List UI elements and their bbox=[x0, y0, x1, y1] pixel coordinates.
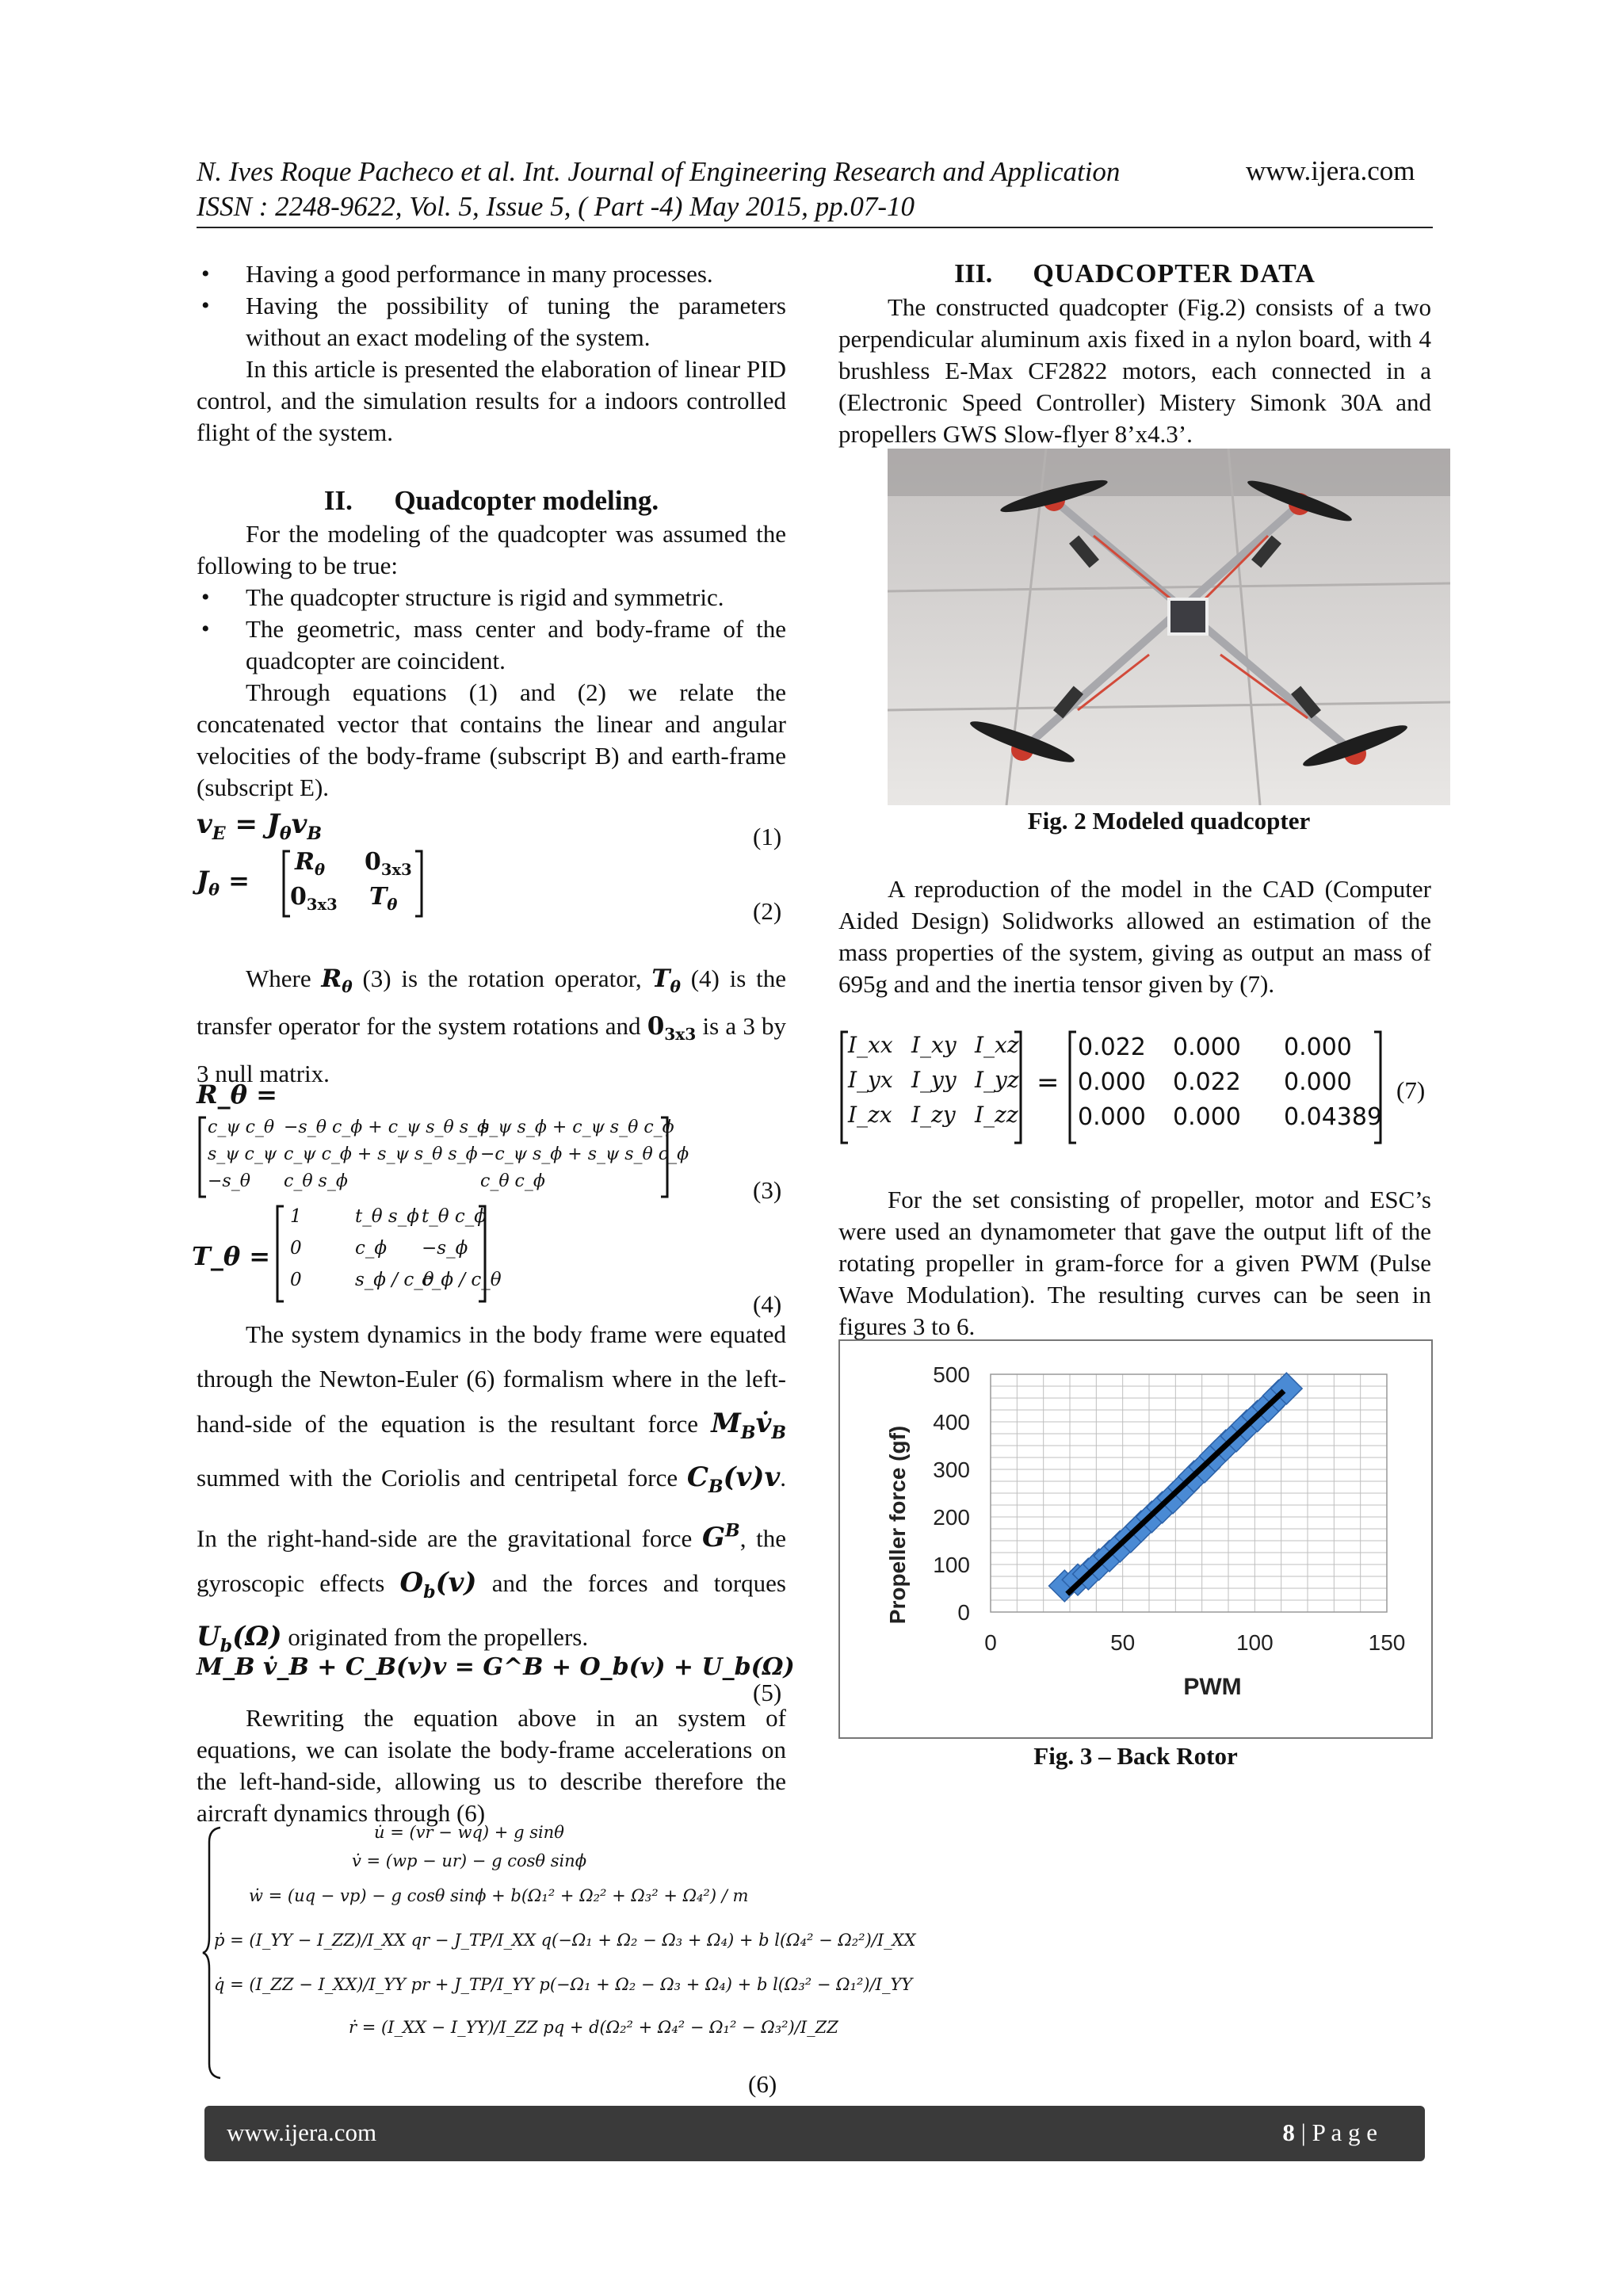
inertia-symbol: I_yx bbox=[848, 1067, 893, 1093]
inertia-value: 0.000 bbox=[1078, 1068, 1146, 1096]
cad-paragraph: A reproduction of the model in the CAD (Computer Aided Design) Solidworks allowed an estimation of the mass properties of the system, giving as output an mass of 695g and and the inertia tensor given by (7). bbox=[838, 875, 1431, 998]
constructed-paragraph: The constructed quadcopter (Fig.2) consists of a two perpendicular aluminum axis fixed in a nylon board, with 4 brushless E-Max CF2822 motors, each connected in a (Electronic Speed Controller) Mistery Simonk 30A and propellers GWS Slow-flyer 8’x4.3’. bbox=[838, 293, 1431, 448]
rewrite-paragraph: Rewriting the equation above in an system of equations, we can isolate the body-frame accelerations on the left-hand-side, allowing us to describe therefore the aircraft dynamics through (6) bbox=[197, 1704, 786, 1827]
y-tick-label: 0 bbox=[957, 1600, 970, 1625]
transfer-matrix-cell: 0 bbox=[290, 1238, 302, 1259]
equation-6-line: u̇ = (vr − wq) + g sinθ bbox=[374, 1823, 564, 1842]
page-footer bbox=[204, 2106, 1425, 2161]
rotation-matrix-cell: c_θ c_ϕ bbox=[480, 1171, 545, 1191]
inertia-value: 0.000 bbox=[1078, 1103, 1146, 1131]
inertia-value: 0.04389 bbox=[1284, 1103, 1383, 1131]
equation-4-label: T_θ = bbox=[192, 1241, 271, 1271]
equation-5: M_B v̇_B + C_B(v)v = G^B + O_b(v) + U_b(Ω) bbox=[197, 1653, 795, 1681]
intro-paragraph: In this article is presented the elaboration of linear PID control, and the simulation results for a indoors controlled flight of the system. bbox=[197, 355, 786, 446]
eq2-r21: $0_{3x3}$ bbox=[290, 883, 338, 914]
inertia-symbol: I_zy bbox=[911, 1102, 956, 1128]
inertia-symbol: I_yy bbox=[911, 1067, 957, 1093]
inertia-value: 0.000 bbox=[1173, 1103, 1241, 1131]
transfer-matrix-cell: t_θ c_ϕ bbox=[422, 1206, 487, 1227]
eq2-r12: $0_{3x3}$ bbox=[365, 848, 412, 879]
x-tick-label: 150 bbox=[1368, 1630, 1406, 1655]
header-rule bbox=[197, 227, 1433, 228]
transfer-matrix-cell: 0 bbox=[290, 1270, 302, 1290]
rotation-matrix-cell: c_ψ c_ϕ + s_ψ s_θ s_ϕ bbox=[284, 1144, 478, 1164]
equation-number: (7) bbox=[1396, 1076, 1426, 1104]
bullet-item: • The geometric, mass center and body-frame of the quadcopter are coincident. bbox=[197, 613, 786, 677]
footer-page-number: 8 | P a g e bbox=[1282, 2118, 1377, 2146]
figure-2-caption: Fig. 2 Modeled quadcopter bbox=[1027, 807, 1311, 835]
inertia-symbol: I_xy bbox=[911, 1032, 957, 1058]
transfer-matrix-cell: c_ϕ / c_θ bbox=[422, 1270, 502, 1290]
transfer-matrix-cell: s_ϕ / c_θ bbox=[355, 1270, 434, 1290]
inertia-symbol: I_yz bbox=[975, 1067, 1019, 1093]
x-tick-label: 50 bbox=[1110, 1630, 1136, 1655]
eq2-r22: $T_\theta$ bbox=[369, 883, 398, 914]
section-2-heading: II. Quadcopter modeling. bbox=[323, 485, 659, 516]
bullet-item: • The quadcopter structure is rigid and symmetric. bbox=[197, 582, 786, 613]
equation-6-line: q̇ = (I_ZZ − I_XX)/I_YY pr + J_TP/I_YY p(−Ω₁ + Ω₂ − Ω₃ + Ω₄) + b l(Ω₃² − Ω₁²)/I_YY bbox=[214, 1975, 913, 1994]
section-3-heading: III. QUADCOPTER DATA bbox=[954, 259, 1316, 288]
equation-6-line: v̇ = (wp − ur) − g cosθ sinϕ bbox=[352, 1851, 587, 1870]
equation-number: (5) bbox=[753, 1679, 782, 1706]
equation-number: (1) bbox=[753, 823, 782, 850]
transfer-matrix-cell: 1 bbox=[290, 1206, 302, 1227]
left-column-section2 bbox=[197, 483, 786, 804]
inertia-symbol: I_xx bbox=[848, 1032, 893, 1058]
equation-1: $v_E = J_\theta v_B$ bbox=[197, 808, 323, 844]
running-header-url[interactable]: www.ijera.com bbox=[1246, 155, 1415, 186]
rotation-matrix-cell: −s_θ c_ϕ + c_ψ s_θ s_ϕ bbox=[284, 1117, 490, 1137]
dynamometer-paragraph: For the set consisting of propeller, motor and ESC’s were used an dynamometer that gave the output lift of the rotating propeller in gram-force for a given PWM (Pulse Wave Modulation). The resulting curves can be seen in figures 3 to 6. bbox=[838, 1186, 1431, 1340]
rotation-matrix-cell: s_ψ s_ϕ + c_ψ s_θ c_ϕ bbox=[480, 1117, 674, 1137]
inertia-value: 0.000 bbox=[1284, 1068, 1352, 1096]
inertia-value: 0.000 bbox=[1284, 1033, 1352, 1061]
where-paragraph: Where $R_\theta$ (3) is the rotation operator, $T_\theta$ (4) is the transfer operator for the system rotations and $0_{3x3}$ is a 3 by 3 null matrix. bbox=[197, 965, 787, 1088]
x-tick-label: 100 bbox=[1235, 1630, 1274, 1655]
equation-6-line: ṗ = (I_YY − I_ZZ)/I_XX qr − J_TP/I_XX q(−Ω₁ + Ω₂ − Ω₃ + Ω₄) + b l(Ω₄² − Ω₂²)/I_XX bbox=[214, 1931, 916, 1950]
inertia-value: 0.022 bbox=[1173, 1068, 1241, 1096]
transfer-matrix-cell: −s_ϕ bbox=[422, 1238, 468, 1259]
running-header-issn: ISSN : 2248-9622, Vol. 5, Issue 5, ( Part -4) May 2015, pp.07-10 bbox=[197, 191, 915, 222]
bullet-item: • Having the possibility of tuning the parameters without an exact modeling of the system. bbox=[197, 290, 786, 353]
through-paragraph: Through equations (1) and (2) we relate the concatenated vector that contains the linear and angular velocities of the body-frame (subscript B) and earth-frame (subscript E). bbox=[197, 678, 786, 801]
inertia-value: 0.022 bbox=[1078, 1033, 1146, 1061]
running-header-authors: N. Ives Roque Pacheco et al. Int. Journal of Engineering Research and Application bbox=[197, 156, 1121, 187]
y-tick-label: 400 bbox=[933, 1410, 970, 1435]
equation-6-brace bbox=[201, 1826, 225, 2080]
equation-6-line: ẇ = (uq − vp) − g cosθ sinϕ + b(Ω₁² + Ω₂² + Ω₃² + Ω₄²) / m bbox=[249, 1886, 749, 1905]
transfer-matrix-cell: t_θ s_ϕ bbox=[355, 1206, 419, 1227]
dynamics-paragraph: The system dynamics in the body frame were equated through the Newton-Euler (6) formalism where in the left-hand-side of the equation is the resultant force $M_Bv̇_B$ summed with the Coriolis and centripetal force $C_B(v)v$. In the right-hand-side are the gravitational force $G^B$, the gyroscopic effects $O_b(v)$ and the forces and torques $U_b(\Omega)$ originated from the propellers. bbox=[197, 1320, 787, 1656]
y-tick-label: 200 bbox=[933, 1505, 970, 1530]
rotation-matrix-cell: s_ψ c_ψ bbox=[208, 1144, 277, 1164]
equation-number: (3) bbox=[753, 1176, 782, 1204]
x-axis-label: PWM bbox=[1183, 1674, 1242, 1700]
eq2-r11: $R_\theta$ bbox=[295, 848, 325, 879]
equation-6-line: ṙ = (I_XX − I_YY)/I_ZZ pq + d(Ω₂² + Ω₄² − Ω₁² − Ω₃²)/I_ZZ bbox=[349, 2018, 838, 2037]
rotation-matrix-cell: −s_θ bbox=[208, 1171, 250, 1191]
equation-3-label: R_θ = bbox=[197, 1079, 277, 1110]
figure-3-caption: Fig. 3 – Back Rotor bbox=[1033, 1742, 1238, 1770]
left-column-top bbox=[197, 258, 786, 449]
equation-number: (4) bbox=[753, 1290, 782, 1318]
back-rotor-chart bbox=[838, 1339, 1433, 1739]
y-tick-label: 500 bbox=[933, 1362, 970, 1387]
quadcopter-photo bbox=[888, 449, 1450, 805]
inertia-symbol: I_zx bbox=[848, 1102, 892, 1128]
equation-number: (2) bbox=[753, 897, 782, 925]
y-axis-label: Propeller force (gf) bbox=[885, 1425, 910, 1625]
equation-2: $J_\theta$ = bbox=[197, 865, 250, 900]
inertia-symbol: I_zz bbox=[975, 1102, 1018, 1128]
y-tick-label: 300 bbox=[933, 1457, 970, 1482]
inertia-symbol: I_xz bbox=[975, 1032, 1019, 1058]
y-tick-label: 100 bbox=[933, 1553, 970, 1577]
inertia-value: 0.000 bbox=[1173, 1033, 1241, 1061]
rotation-matrix-cell: −c_ψ s_ϕ + s_ψ s_θ c_ϕ bbox=[480, 1144, 689, 1164]
bullet-item: • Having a good performance in many processes. bbox=[197, 258, 786, 290]
equation-number: (6) bbox=[748, 2070, 777, 2098]
rotation-matrix-cell: c_ψ c_θ bbox=[208, 1117, 275, 1137]
footer-url[interactable]: www.ijera.com bbox=[227, 2118, 377, 2146]
equals-sign: = bbox=[1037, 1067, 1060, 1098]
assumption-paragraph: For the modeling of the quadcopter was assumed the following to be true: bbox=[197, 520, 786, 579]
x-tick-label: 0 bbox=[984, 1630, 997, 1655]
transfer-matrix-cell: c_ϕ bbox=[355, 1238, 388, 1259]
rotation-matrix-cell: c_θ s_ϕ bbox=[284, 1171, 348, 1191]
